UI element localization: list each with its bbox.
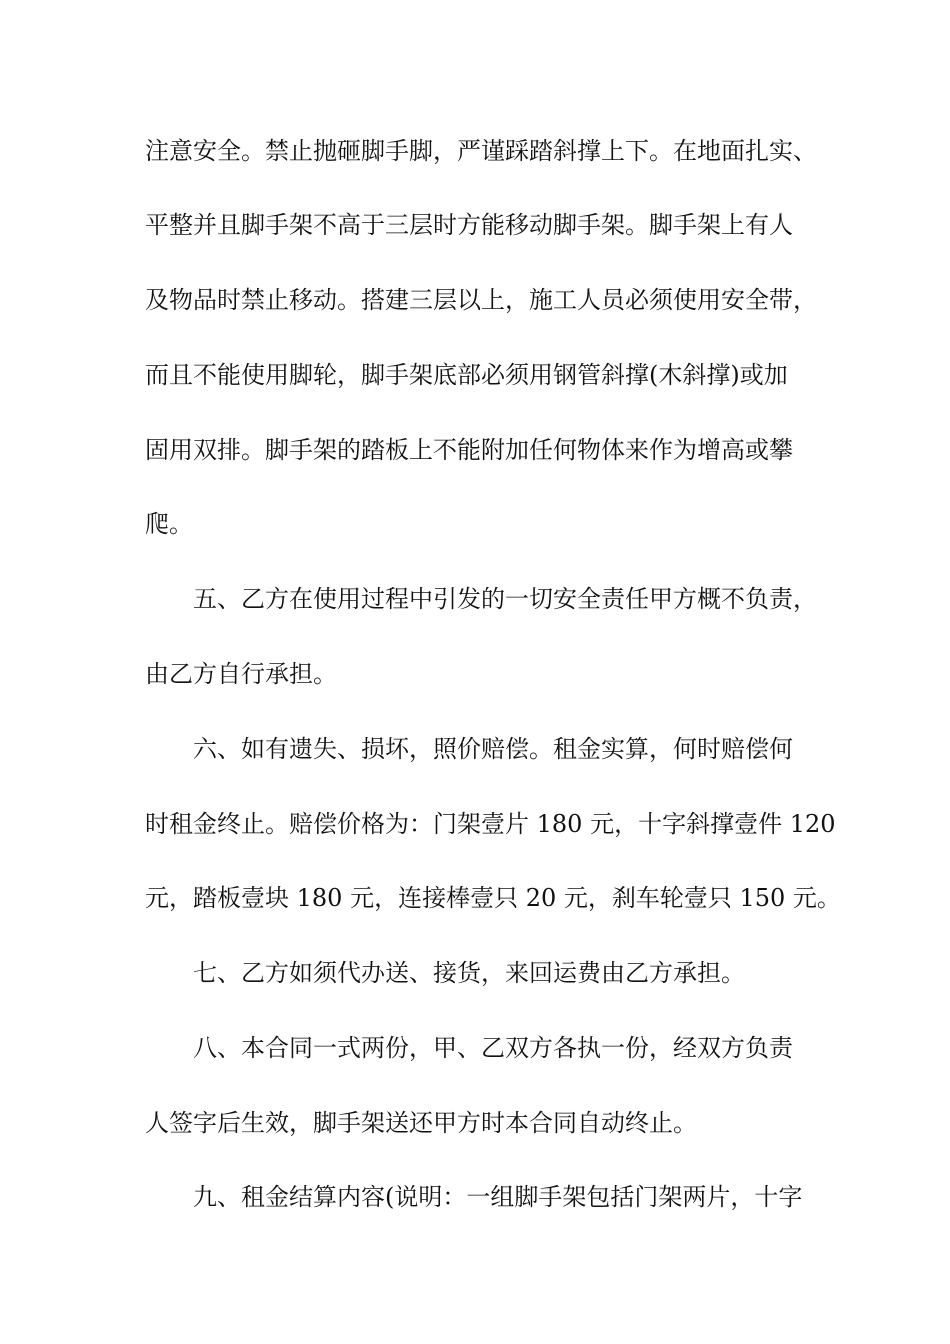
text-line: 平整并且脚手架不高于三层时方能移动脚手架。脚手架上有人: [145, 211, 793, 239]
clause-five: 五、乙方在使用过程中引发的一切安全责任甲方概不负责，: [193, 585, 817, 613]
text-line: 元，踏板壹块 180 元，连接棒壹只 20 元，刹车轮壹只 150 元。: [145, 884, 841, 912]
text-line: 及物品时禁止移动。搭建三层以上，施工人员必须使用安全带，: [145, 286, 817, 314]
text-line: 人签字后生效，脚手架送还甲方时本合同自动终止。: [145, 1109, 697, 1137]
clause-eight: 八、本合同一式两份，甲、乙双方各执一份，经双方负责: [193, 1034, 793, 1062]
text-line: 固用双排。脚手架的踏板上不能附加任何物体来作为增高或攀: [145, 436, 793, 464]
text-line: 爬。: [145, 510, 193, 538]
text-line: 注意安全。禁止抛砸脚手脚，严谨踩踏斜撑上下。在地面扎实、: [145, 137, 817, 165]
text-line: 而且不能使用脚轮，脚手架底部必须用钢管斜撑(木斜撑)或加: [145, 361, 788, 389]
clause-six: 六、如有遗失、损坏，照价赔偿。租金实算，何时赔偿何: [193, 735, 793, 763]
text-line: 由乙方自行承担。: [145, 660, 337, 688]
text-line: 时租金终止。赔偿价格为：门架壹片 180 元，十字斜撑壹件 120: [145, 810, 836, 838]
clause-nine: 九、租金结算内容(说明：一组脚手架包括门架两片，十字: [193, 1183, 803, 1211]
clause-seven: 七、乙方如须代办送、接货，来回运费由乙方承担。: [193, 959, 745, 987]
